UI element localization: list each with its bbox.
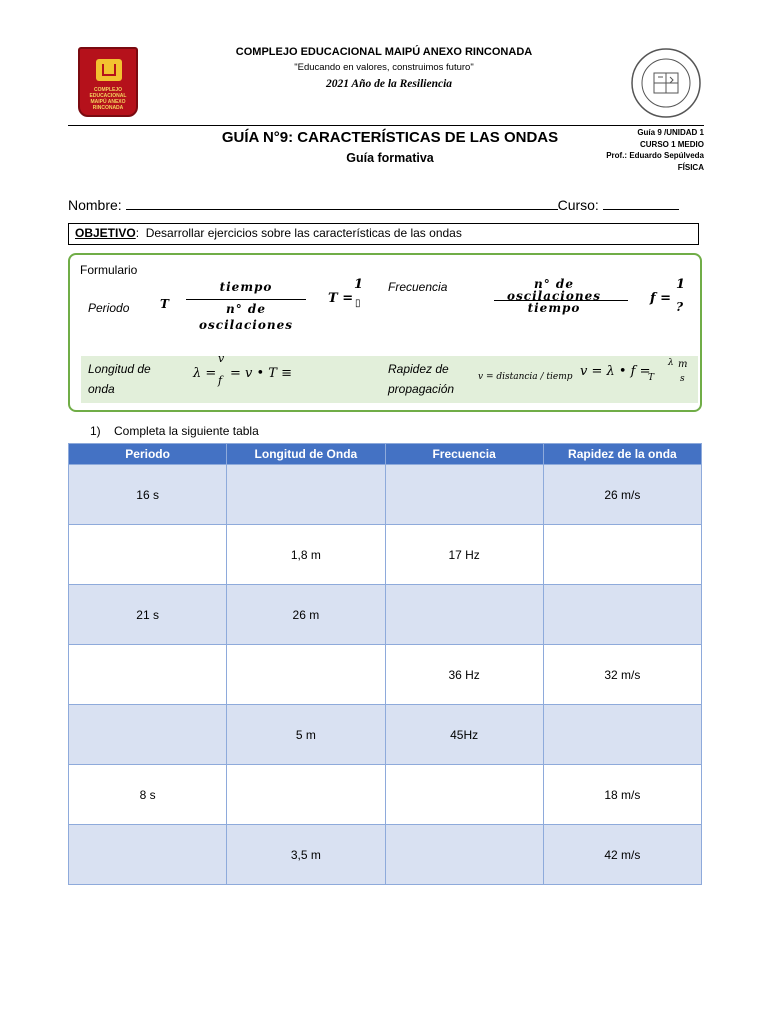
course-field[interactable] bbox=[603, 199, 679, 210]
longitud-formula-b: = v • T ≡ bbox=[230, 366, 292, 381]
longitud-label-1: Longitud de bbox=[88, 362, 151, 376]
header-frecuencia: Frecuencia bbox=[385, 444, 543, 465]
table-cell[interactable] bbox=[69, 825, 227, 885]
table-cell[interactable] bbox=[385, 825, 543, 885]
periodo-symbol: T bbox=[160, 297, 169, 311]
school-name: COMPLEJO EDUCACIONAL MAIPÚ ANEXO RINCONADA bbox=[235, 46, 533, 58]
table-cell[interactable]: 45Hz bbox=[385, 705, 543, 765]
table-cell[interactable]: 1,8 m bbox=[227, 525, 385, 585]
logo-text: COMPLEJO EDUCACIONAL MAIPÚ ANEXO RINCONADA bbox=[89, 87, 127, 111]
rapidez-formula-b: v = λ • f = bbox=[580, 364, 651, 379]
guide-title: GUÍA N°9: CARACTERÍSTICAS DE LAS ONDAS bbox=[221, 129, 559, 146]
frecuencia-numerator-2: oscilaciones bbox=[507, 289, 601, 303]
table-row bbox=[69, 465, 702, 525]
objective-label: OBJETIVO bbox=[75, 226, 136, 240]
course-label: Curso: bbox=[557, 197, 599, 213]
table-cell[interactable]: 16 s bbox=[69, 465, 227, 525]
frecuencia-alt-denominator: ? bbox=[676, 300, 684, 314]
rapidez-formula-a: v = distancia / tiemp bbox=[478, 372, 573, 382]
periodo-alt-numerator: 1 bbox=[354, 277, 364, 292]
longitud-denominator: f bbox=[218, 374, 223, 387]
table-cell[interactable]: 26 m bbox=[227, 585, 385, 645]
name-label: Nombre: bbox=[68, 197, 122, 213]
year-line: 2021 Año de la Resiliencia bbox=[325, 78, 453, 90]
header-longitud: Longitud de Onda bbox=[227, 444, 385, 465]
task-text: Completa la siguiente tabla bbox=[114, 424, 259, 438]
student-fields bbox=[68, 197, 679, 213]
table-cell[interactable] bbox=[385, 585, 543, 645]
rapidez-unit-denominator: s bbox=[680, 374, 685, 384]
table-cell[interactable]: 3,5 m bbox=[227, 825, 385, 885]
table-cell[interactable] bbox=[385, 765, 543, 825]
table-cell[interactable] bbox=[69, 705, 227, 765]
table-row bbox=[69, 645, 702, 705]
table-cell[interactable]: 21 s bbox=[69, 585, 227, 645]
table-cell[interactable] bbox=[227, 765, 385, 825]
table-cell[interactable]: 5 m bbox=[227, 705, 385, 765]
table-cell[interactable] bbox=[69, 525, 227, 585]
school-motto: "Educando en valores, construimos futuro" bbox=[294, 62, 474, 73]
longitud-formula-a: λ = bbox=[193, 366, 217, 381]
periodo-denominator-2: oscilaciones bbox=[199, 318, 293, 332]
table-cell[interactable] bbox=[543, 705, 701, 765]
frecuencia-numerator-1: n° de bbox=[534, 277, 574, 291]
rapidez-denominator: T bbox=[648, 373, 655, 383]
foundation-seal-icon bbox=[630, 47, 702, 119]
periodo-alt-formula: T = bbox=[328, 291, 354, 306]
objective-box bbox=[68, 223, 699, 245]
table-cell[interactable]: 36 Hz bbox=[385, 645, 543, 705]
header-periodo: Periodo bbox=[69, 444, 227, 465]
frecuencia-alt-formula: f = bbox=[650, 291, 672, 306]
periodo-numerator: tiempo bbox=[219, 280, 273, 294]
table-cell[interactable] bbox=[227, 645, 385, 705]
table-row bbox=[69, 825, 702, 885]
periodo-fraction-bar bbox=[186, 299, 306, 300]
longitud-numerator: v bbox=[218, 352, 225, 365]
periodo-alt-denominator: ▯ bbox=[355, 298, 361, 309]
periodo-denominator-1: n° de bbox=[226, 302, 266, 316]
name-field[interactable] bbox=[126, 199, 558, 210]
table-row bbox=[69, 705, 702, 765]
header-divider bbox=[68, 125, 704, 126]
objective-colon: : bbox=[135, 226, 140, 240]
table-cell[interactable] bbox=[69, 645, 227, 705]
rapidez-label-1: Rapidez de bbox=[388, 362, 449, 376]
rapidez-numerator: λ bbox=[668, 358, 674, 368]
table-cell[interactable]: 17 Hz bbox=[385, 525, 543, 585]
frecuencia-alt-numerator: 1 bbox=[676, 277, 686, 292]
guide-subtitle: Guía formativa bbox=[346, 151, 434, 165]
waves-table bbox=[68, 443, 702, 885]
table-cell[interactable] bbox=[385, 465, 543, 525]
guide-info bbox=[606, 127, 704, 173]
longitud-label-2: onda bbox=[88, 382, 115, 396]
frecuencia-denominator: tiempo bbox=[527, 301, 581, 315]
table-cell[interactable] bbox=[227, 465, 385, 525]
periodo-label: Periodo bbox=[88, 301, 130, 315]
task-number: 1) bbox=[90, 424, 101, 438]
objective-text: Desarrollar ejercicios sobre las características de las ondas bbox=[145, 226, 462, 240]
info-subject: FÍSICA bbox=[677, 162, 704, 172]
table-cell[interactable]: 42 m/s bbox=[543, 825, 701, 885]
table-cell[interactable]: 32 m/s bbox=[543, 645, 701, 705]
task-instruction bbox=[90, 424, 259, 438]
info-course: CURSO 1 MEDIO bbox=[639, 139, 704, 149]
table-cell[interactable]: 26 m/s bbox=[543, 465, 701, 525]
table-row bbox=[69, 765, 702, 825]
table-header-row bbox=[69, 444, 702, 465]
formulario-title: Formulario bbox=[80, 263, 138, 277]
rapidez-label-2: propagación bbox=[388, 382, 455, 396]
table-row bbox=[69, 525, 702, 585]
table-cell[interactable] bbox=[543, 525, 701, 585]
table-cell[interactable]: 18 m/s bbox=[543, 765, 701, 825]
info-guide-unit: Guía 9 /UNIDAD 1 bbox=[637, 128, 704, 137]
header-rapidez: Rapidez de la onda bbox=[543, 444, 701, 465]
frecuencia-label: Frecuencia bbox=[388, 280, 448, 294]
rapidez-unit-numerator: m bbox=[678, 359, 688, 370]
table-cell[interactable] bbox=[543, 585, 701, 645]
table-row bbox=[69, 585, 702, 645]
table-cell[interactable]: 8 s bbox=[69, 765, 227, 825]
info-teacher: Prof.: Eduardo Sepúlveda bbox=[606, 151, 704, 160]
